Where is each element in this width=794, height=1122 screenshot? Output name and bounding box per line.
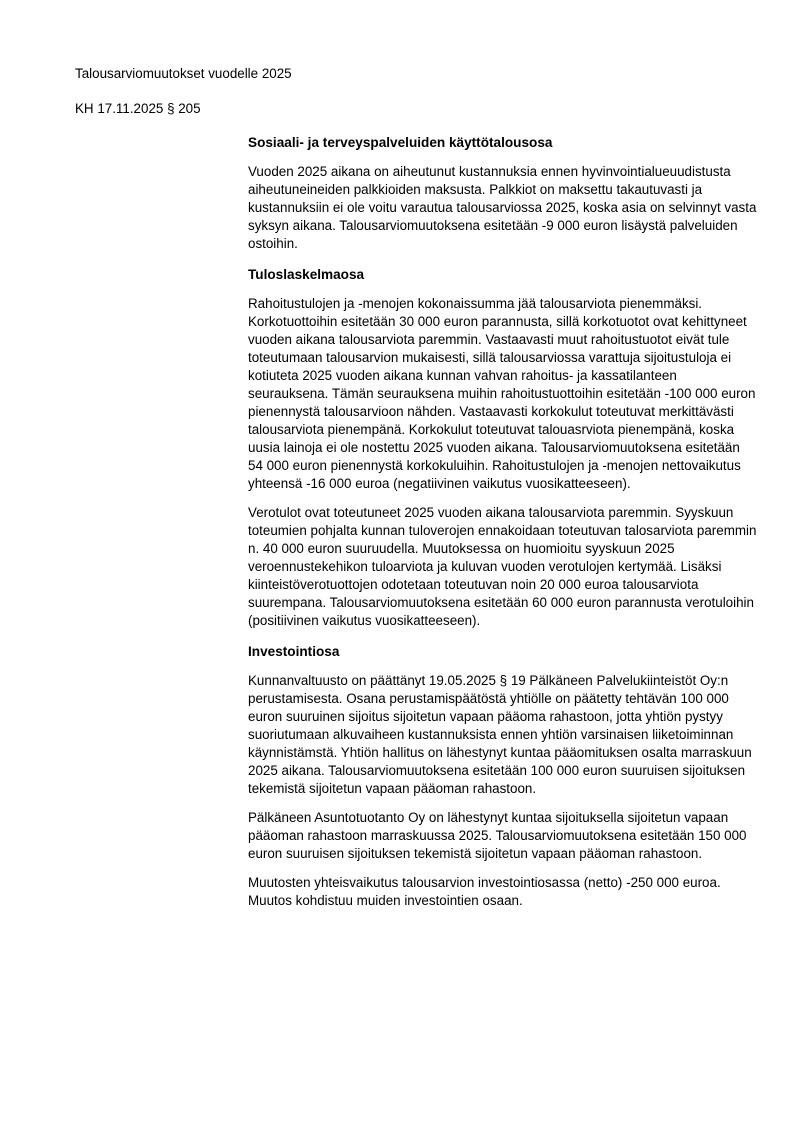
section-heading-investointiosa: Investointiosa <box>248 644 340 659</box>
paragraph-sote-1: Vuoden 2025 aikana on aiheutunut kustannuksia ennen hyvinvointialueuudistusta aiheutuneineiden palkkioiden maksusta. Palkkiot on maksettu takautuvasti ja kustannuksiin ei ole voitu varautua talousarviossa 2025, koska asia on selvinnyt vasta syksyn aikana. Talousarviomuutoksena esitetään -9 000 euron lisäystä palveluiden ostoihin. <box>248 164 757 251</box>
document-reference: KH 17.11.2025 § 205 <box>75 101 201 116</box>
paragraph-investointi-3: Muutosten yhteisvaikutus talousarvion investointiosassa (netto) -250 000 euroa. Muutos kohdistuu muiden investointien osaan. <box>248 875 721 908</box>
document-header <box>75 65 292 118</box>
section-heading-sote-kayttotalousosa: Sosiaali- ja terveyspalveluiden käyttötalousosa <box>248 135 553 150</box>
paragraph-tuloslaskelma-1: Rahoitustulojen ja -menojen kokonaissumma jää talousarviota pienemmäksi. Korkotuottoihin esitetään 30 000 euron parannusta, sillä korkotuotot ovat kehittyneet vuoden aikana talousarviota paremmin. Vastaavasti muut rahoitustuotot eivät tule toteutumaan talousarvion mukaisesti, sillä talousarviossa varattuja sijoitustuloja ei kotiuteta 2025 vuoden aikana kunnan vahvan rahoitus- ja kassatilanteen seurauksena. Tämän seurauksena muihin rahoitustuottoihin esitetään -100 000 euron pienennystä talousarvioon nähden. Vastaavasti korkokulut toteutuvat merkittävästi talousarviota pienempänä. Korkokulut toteutuvat talouasrviota pienempänä, koska uusia lainoja ei ole nostettu 2025 vuoden aikana. Talousarviomuutoksena esitetään 54 000 euron pienennystä korkokuluihin. Rahoitustulojen ja -menojen nettovaikutus yhteensä -16 000 euroa (negatiivinen vaikutus vuosikatteeseen). <box>248 296 756 491</box>
paragraph-tuloslaskelma-2: Verotulot ovat toteutuneet 2025 vuoden aikana talousarviota paremmin. Syyskuun toteumien pohjalta kunnan tuloverojen ennakoidaan toteutuvan talosarviota paremmin n. 40 000 euron suuruudella. Muutoksessa on huomioitu syyskuun 2025 veroennustekehikon tuloarviota ja kuluvan vuoden verotulojen kertymää. Lisäksi kiinteistöverotuottojen odotetaan toteutuvan noin 20 000 euroa talousarviota suurempana. Talousarviomuutoksena esitetään 60 000 euron parannusta verotuloihin (positiivinen vaikutus vuosikatteeseen). <box>248 505 757 628</box>
paragraph-investointi-2: Pälkäneen Asuntotuotanto Oy on lähestynyt kuntaa sijoituksella sijoitetun vapaan pääoman rahastoon marraskuussa 2025. Talousarviomuutoksena esitetään 150 000 euron suuruisen sijoituksen tekemistä sijoitetun vapaan pääoman rahastoon. <box>248 810 747 861</box>
document-body <box>248 134 758 910</box>
section-heading-tuloslaskelmaosa: Tuloslaskelmaosa <box>248 267 365 282</box>
document-title: Talousarviomuutokset vuodelle 2025 <box>75 66 292 81</box>
paragraph-investointi-1: Kunnanvaltuusto on päättänyt 19.05.2025 § 19 Pälkäneen Palvelukiinteistöt Oy:n perustamisesta. Osana perustamispäätöstä yhtiölle on päätetty tehtävän 100 000 euron suuruinen sijoitus sijoitetun vapaan pääoma rahastoon, jotta yhtiön pystyy suoriutumaan alkuvaiheen kustannuksista ennen yhtiön varsinaisen liiketoiminnan käynnistämstä. Yhtiön hallitus on lähestynyt kuntaa pääomituksen osalta marraskuun 2025 aikana. Talousarviomuutoksena esitetään 100 000 euron suuruisen sijoituksen tekemistä sijoitetun vapaan pääoman rahastoon. <box>248 673 752 796</box>
